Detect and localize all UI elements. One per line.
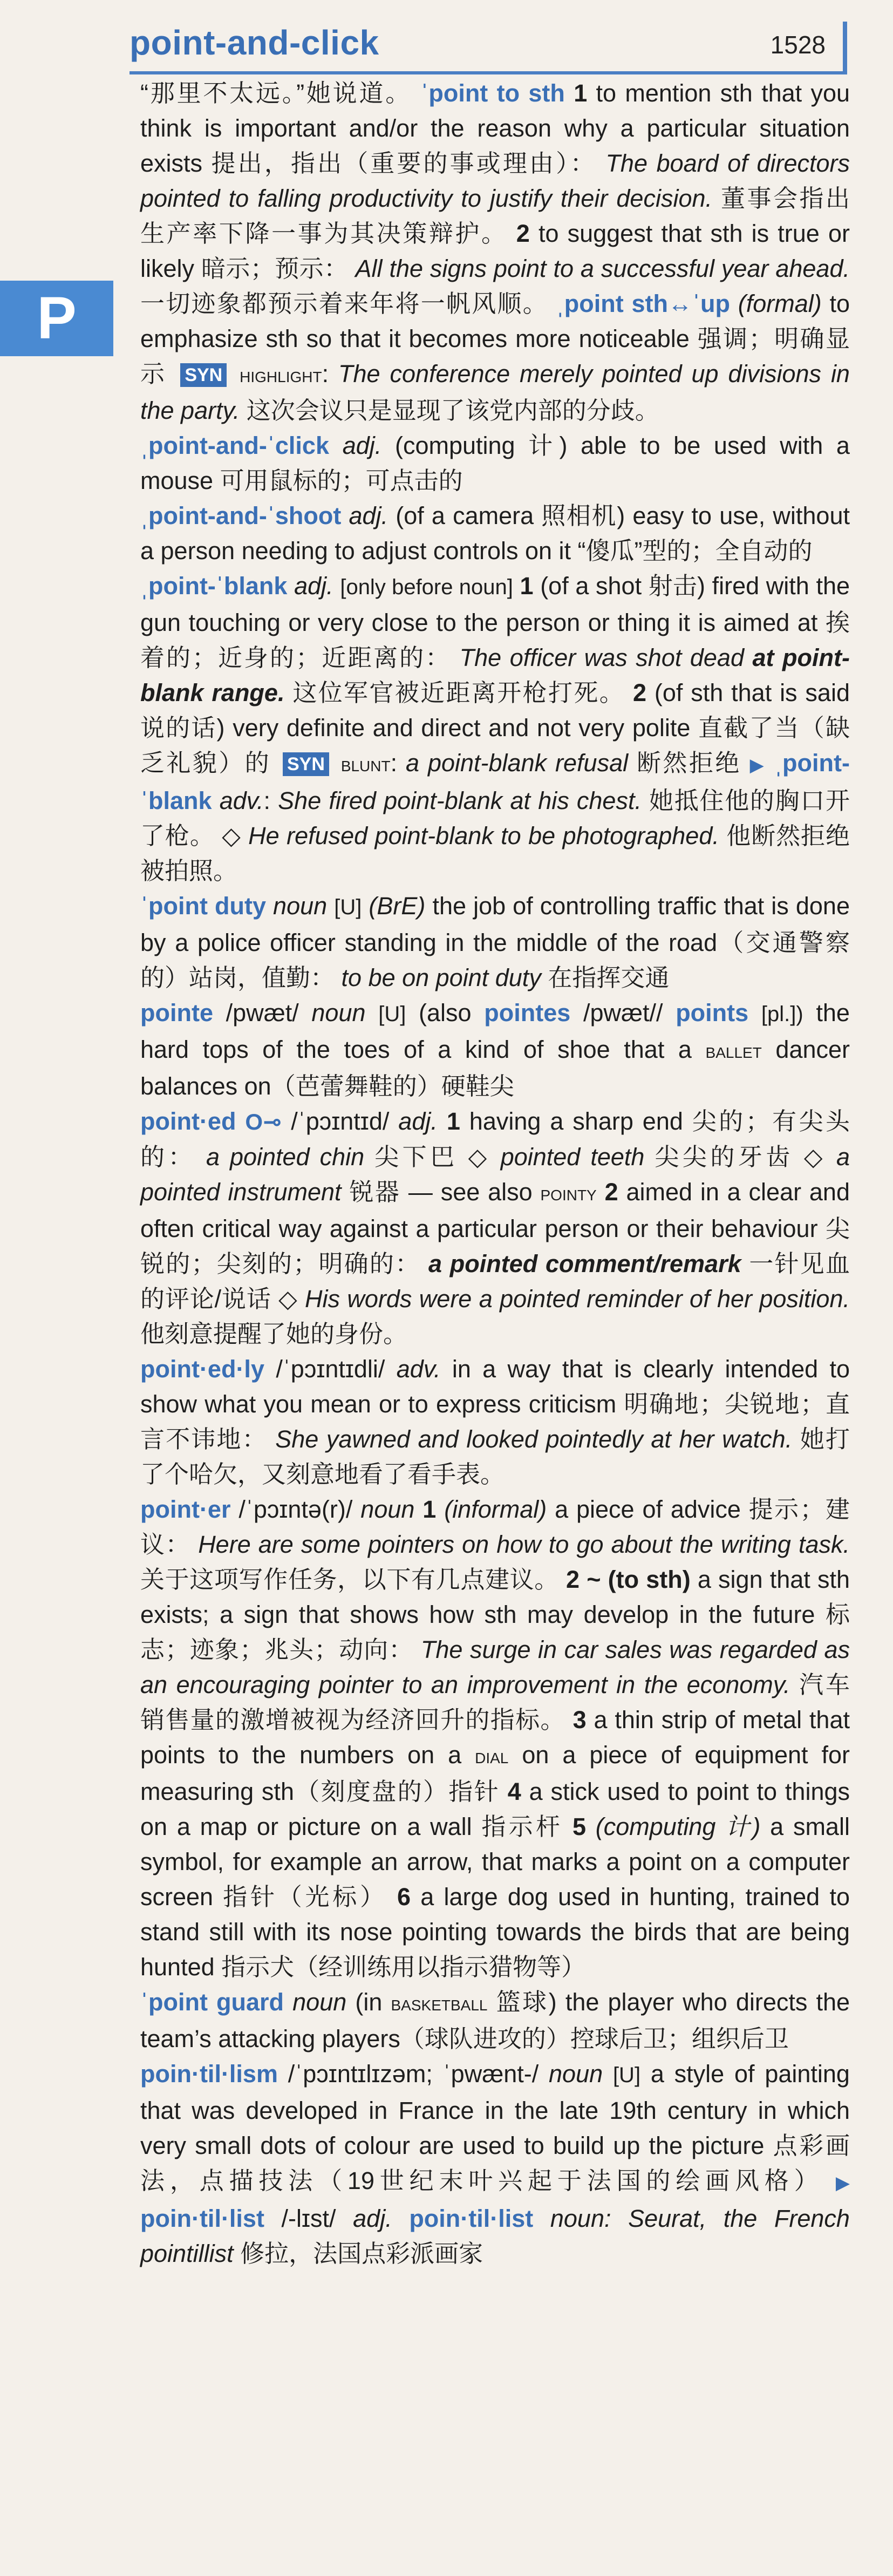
headword: ˈpoint guard — [140, 1988, 284, 2016]
grammar-label: [U] — [334, 895, 362, 919]
derivative-arrow-icon: ▶ — [749, 755, 766, 776]
headword: point·ed — [140, 1107, 236, 1135]
example-separator: ◇ — [278, 1285, 298, 1313]
example-translation: 锐器 — see also — [349, 1178, 533, 1206]
entry-point-and-click — [140, 428, 850, 498]
example: The board of directors pointed to falling productivity to justify their decision. — [140, 149, 850, 212]
definition: able to be used with a mouse 可用鼠标的；可点击的 — [140, 432, 850, 494]
example-translation: 他断然拒绝被拍照。 — [140, 822, 850, 885]
register-label: (formal) — [738, 290, 822, 317]
grammar-label: [pl.]) — [761, 1002, 803, 1026]
part-of-speech: adj. — [294, 572, 333, 600]
example: She yawned and looked pointedly at her watch. — [275, 1425, 793, 1453]
definition: (of a shot 射击) fired with the gun touching or very close to the person or thing it is aimed at 挨着的；近身的；近距离的： — [140, 572, 850, 671]
definition: 篮球) the player who directs the team’s attacking players（球队进攻的）控球后卫；组织后卫 — [140, 1988, 850, 2052]
definition: having a sharp end 尖的；有尖头的： — [140, 1107, 850, 1171]
headword: ˈpoint duty — [140, 892, 266, 920]
sense-number: 3 — [572, 1706, 587, 1734]
sense-number: 1 — [446, 1107, 460, 1135]
cross-reference: dial — [475, 1744, 509, 1768]
example-translation: 这位军官被近距离开枪打死。 — [292, 679, 625, 706]
thumb-index-tab[interactable]: P — [0, 281, 113, 356]
entry-pointillism — [140, 2056, 850, 2271]
example: a point-blank refusal — [406, 749, 629, 777]
example-translation: 汽车销售量的激增被视为经济回升的指标。 — [140, 1671, 850, 1734]
definition: aimed in a clear and often critical way against a particular person or their behaviour 尖锐的；尖刻的；明确的： — [140, 1178, 850, 1277]
definition: (in — [355, 1988, 383, 2016]
sense-number: 2 — [632, 679, 646, 706]
part-of-speech: adj. — [349, 502, 388, 529]
definition: the hard tops of the toes of a kind of shoe that a — [140, 999, 850, 1063]
grammar-pattern: (to sth) — [608, 1566, 691, 1593]
pronunciation: /ˈpɔɪntɪlɪzəm; ˈpwænt-/ — [288, 2060, 539, 2088]
header-guide-word: point-and-click — [129, 23, 379, 62]
variant-headword: points — [676, 999, 749, 1027]
example-translation: 她抵住他的胸口开了枪。 — [140, 787, 850, 849]
entry-point-guard — [140, 1984, 850, 2056]
derivative-arrow-icon: ▶ — [835, 2173, 850, 2193]
phrasal-verb: ˈpoint to sth — [420, 79, 565, 107]
example: He refused point-blank to be photographed. — [248, 822, 719, 849]
definition: (of sth that is said 说的话) very definite and direct and not very polite 直截了当（缺乏礼貌）的 — [140, 679, 850, 777]
example-highlight: a pointed comment/remark — [428, 1250, 741, 1277]
cross-reference: ballet — [705, 1039, 762, 1063]
part-of-speech: adj. — [398, 1107, 438, 1135]
headword: point·er — [140, 1496, 231, 1523]
also-label: (also — [419, 999, 472, 1027]
example-translation: 尖下巴 — [374, 1143, 458, 1171]
sense-number: 2 ~ — [566, 1566, 601, 1593]
part-of-speech: noun — [292, 1988, 347, 2016]
example-translation: 他刻意提醒了她的身份。 — [140, 1320, 408, 1348]
definition: a stick used to point to things on a map or picture on a wall 指示杆 — [140, 1778, 850, 1840]
entry-point-blank: ˌpoint-ˈblank adj. [only before noun] 1 (of a shot 射击) fired with the gun touching or very close to the person or thing it is aimed at 挨着的；近身的；近距离的： The officer was shot dead at point-blank range. 这位军官被近距离开枪打死。 2 (of sth that is said 说的话) very definite and direct and not very polite 直截了当（缺乏礼貌）的 SYN blunt: a point-blank refusal 断然拒绝 ▶ ˌpoint-ˈblank adv.: She fired point-blank at his chest. 她抵住他的胸口开了枪。 ◇ He refused point-blank to be photographed. 他断然拒绝被拍照。 — [140, 572, 850, 885]
headword: ˌpoint-and-ˈshoot — [140, 502, 342, 529]
subject-label: (computing 计) — [595, 1813, 761, 1840]
headword: ˌpoint-ˈblank — [140, 572, 288, 600]
sense-number: 6 — [397, 1883, 411, 1911]
definition: (of a camera 照相机) easy to use, without a person needing to adjust controls on it “傻瓜”型的；全自动的 — [140, 502, 850, 565]
example-translation: 断然拒绝 — [637, 749, 741, 777]
example: a pointed chin — [206, 1143, 365, 1171]
example: a pointed instrument — [140, 1143, 850, 1206]
example: pointed teeth — [500, 1143, 645, 1171]
entry-pointe: pointe /pwæt/ noun [U] (also pointes /pwæt// points [pl.]) the hard tops of the toes of a kind of shoe that a ballet dancer balances on（芭蕾舞鞋的）硬鞋尖 — [140, 999, 850, 1100]
grammar-label: [only before noun] — [340, 575, 513, 599]
example-translation: “那里不太远。”她说道。 — [140, 79, 412, 107]
example-translation: 关于这项写作任务，以下有几点建议。 — [140, 1566, 559, 1593]
sense-number: 2 — [604, 1178, 618, 1206]
syn-badge: SYN — [180, 363, 227, 387]
definition: in a way that is clearly intended to show what you mean or to express criticism 明确地；尖锐地；直言不讳地： — [140, 1355, 850, 1453]
headword: point·ed·ly — [140, 1355, 264, 1383]
entry-pointed — [140, 1104, 850, 1351]
part-of-speech: adj. — [342, 432, 382, 459]
example-translation: 尖尖的牙齿 — [655, 1143, 794, 1171]
subject-label: (computing 计) — [394, 432, 568, 459]
register-label: (informal) — [444, 1496, 547, 1523]
dictionary-column — [140, 76, 850, 2271]
syn-badge: SYN — [283, 752, 329, 776]
example-translation: 在指挥交通 — [548, 964, 670, 991]
example: to be on point duty — [341, 964, 541, 991]
example: The officer was shot dead — [459, 644, 744, 671]
definition: dancer balances on（芭蕾舞鞋的）硬鞋尖 — [140, 1036, 850, 1100]
example: The conference merely pointed up divisions in the party. — [140, 360, 850, 424]
headword: pointe — [140, 999, 213, 1027]
sense-number: 5 — [572, 1813, 586, 1840]
part-of-speech: adj. — [353, 2205, 392, 2232]
sense-number: 2 — [516, 220, 530, 247]
derivative-headword: ˌpoint-ˈblank — [140, 749, 850, 814]
sense-number: 1 — [574, 79, 588, 107]
synonym-word: blunt — [340, 752, 391, 776]
example: She fired point-blank at his chest. — [278, 787, 642, 814]
header-corner-bar — [843, 22, 847, 74]
pronunciation: /-lɪst/ — [281, 2205, 336, 2232]
example: His words were a pointed reminder of her position. — [305, 1285, 850, 1313]
region-label: (BrE) — [369, 892, 426, 920]
definition: a thin strip of metal that points to the numbers on a — [140, 1706, 850, 1769]
entry-point-continued: “那里不太远。”她说道。 ˈpoint to sth 1 to mention sth that you think is important and/or the reason why a particular situation exists 提出，指出（重要的事或理由）： The board of directors pointed to falling productivity to justify their decision. 董事会指出生产率下降一事为其决策辩护。 2 to suggest that sth is true or likely 暗示；预示： All the signs point to a successful year ahead. 一切迹象都预示着来年将一帆风顺。 ˌpoint sth↔ˈup (formal) to emphasize sth so that it becomes more noticeable 强调；明确显示 SYN highlight: The conference merely pointed up divisions in the party. 这次会议只是显现了该党内部的分歧。 — [140, 79, 850, 424]
example: Seurat, the French pointillist — [140, 2205, 850, 2267]
example-translation: 修拉，法国点彩派画家 — [240, 2240, 483, 2267]
pronunciation: /ˈpɔɪntə(r)/ — [238, 1496, 353, 1523]
definition: to emphasize sth so that it becomes more noticeable 强调；明确显示 — [140, 290, 850, 388]
page-header — [129, 22, 847, 70]
entry-pointer — [140, 1492, 850, 1984]
entry-point-and-shoot — [140, 498, 850, 568]
pronunciation: /ˈpɔɪntɪd/ — [291, 1107, 390, 1135]
example: The surge in car sales was regarded as an encouraging pointer to an improvement in the economy. — [140, 1636, 850, 1698]
synonym-word: highlight — [240, 363, 322, 387]
definition: to suggest that sth is true or likely 暗示；预示： — [140, 220, 850, 282]
header-rule — [129, 71, 847, 74]
pronunciation: /ˈpɔɪntɪdli/ — [276, 1355, 385, 1383]
sense-number: 1 — [422, 1496, 437, 1523]
part-of-speech: noun — [549, 2060, 603, 2088]
page-number: 1528 — [770, 31, 826, 59]
part-of-speech: noun: — [550, 2205, 611, 2232]
example-translation: 一针见血的评论/说话 — [140, 1250, 850, 1313]
part-of-speech: adv. — [396, 1355, 441, 1383]
example-translation: 一切迹象都预示着来年将一帆风顺。 — [140, 290, 549, 317]
example: All the signs point to a successful year ahead. — [355, 255, 850, 282]
definition: a piece of advice 提示；建议： — [140, 1496, 850, 1558]
example-separator: ◇ — [468, 1143, 490, 1171]
oxford-3000-key-icon: O⊸ — [245, 1109, 282, 1134]
cross-reference: pointy — [540, 1181, 597, 1205]
example-separator: ◇ — [222, 822, 241, 849]
part-of-speech: noun — [311, 999, 366, 1027]
entry-pointedly — [140, 1351, 850, 1492]
sense-number: 4 — [507, 1778, 521, 1805]
pronunciation: /pwæt/ — [583, 999, 656, 1027]
example-separator: ◇ — [803, 1143, 826, 1171]
headword: ˌpoint-and-ˈclick — [140, 432, 329, 459]
grammar-label: [U] — [378, 1002, 406, 1026]
variant-headword: pointes — [484, 999, 571, 1027]
entry-point-duty — [140, 888, 850, 995]
definition: a sign that sth exists; a sign that shows how sth may develop in the future 标志；迹象；兆头；动向： — [140, 1566, 850, 1663]
example-translation: 董事会指出生产率下降一事为其决策辩护。 — [140, 185, 850, 247]
example-translation: 这次会议只是显现了该党内部的分歧。 — [246, 397, 659, 424]
definition: a style of painting that was developed in France in the late 19th century in which very small dots of colour are used to build up the picture 点彩画法，点描技法（19世纪末叶兴起于法国的绘画风格） — [140, 2060, 850, 2194]
definition: to mention sth that you think is important and/or the reason why a particular situation exists 提出，指出（重要的事或理由）： — [140, 79, 850, 177]
part-of-speech: noun — [273, 892, 328, 920]
definition: on a piece of equipment for measuring sth（刻度盘的）指针 — [140, 1741, 850, 1805]
phrasal-verb: ˌpoint sth↔ˈup — [556, 290, 730, 317]
example-highlight: at point-blank range. — [140, 644, 850, 706]
sense-number: 1 — [520, 572, 534, 600]
grammar-label: [U] — [612, 2063, 641, 2087]
derivative-headword: poin·til·list — [409, 2205, 534, 2232]
part-of-speech: adv. — [219, 787, 264, 814]
derivative-headword: poin·til·list — [140, 2205, 264, 2232]
definition: the job of controlling traffic that is done by a police officer standing in the middle of the road（交通警察的）站岗，值勤： — [140, 892, 850, 991]
headword: poin·til·lism — [140, 2060, 278, 2088]
cross-reference: basketball — [391, 1992, 488, 2015]
example-translation: 她打了个哈欠，又刻意地看了看手表。 — [140, 1425, 850, 1488]
definition: a small symbol, for example an arrow, that marks a point on a computer screen 指针（光标） — [140, 1813, 850, 1911]
pronunciation: /pwæt/ — [226, 999, 299, 1027]
example: Here are some pointers on how to go about the writing task. — [198, 1531, 850, 1558]
part-of-speech: noun — [360, 1496, 415, 1523]
definition: a large dog used in hunting, trained to stand still with its nose pointing towards the birds that are being hunted 指示犬（经训练用以指示猎物等） — [140, 1883, 850, 1981]
